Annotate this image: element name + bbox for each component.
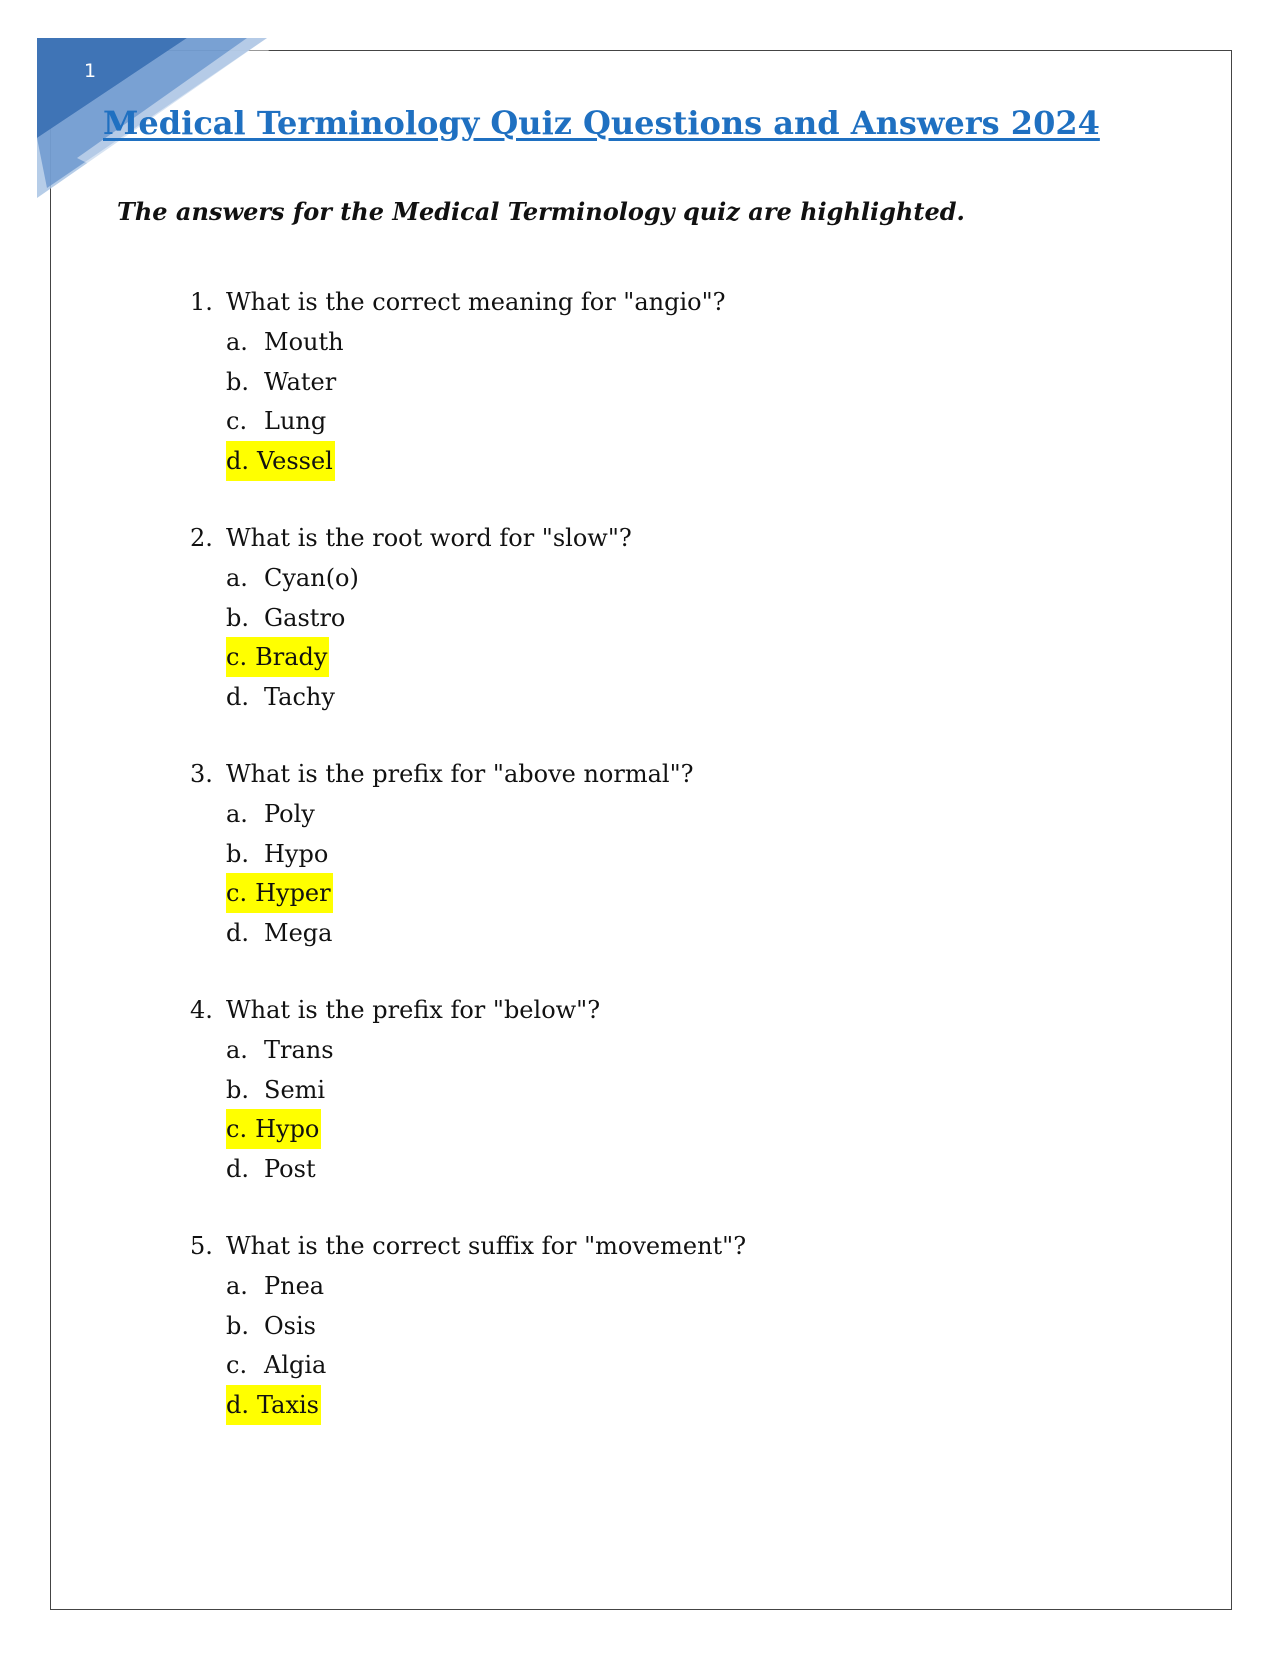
question-number: 3.: [190, 760, 213, 788]
option-letter: c.: [226, 407, 248, 435]
option-text: Mega: [264, 918, 333, 947]
option-text: Pnea: [264, 1272, 325, 1300]
quiz-question: [190, 990, 1090, 1188]
option-wrap: [226, 913, 332, 953]
option-letter: c.: [226, 1115, 248, 1143]
answer-option: [226, 677, 1090, 717]
option-text: Gastro: [264, 603, 346, 632]
option-text: Hypo: [255, 1115, 320, 1143]
quiz-question: [190, 518, 1090, 716]
quiz-question: [190, 1226, 1090, 1424]
question-text: What is the correct meaning for "angio"?: [226, 288, 726, 316]
option-text: Poly: [264, 800, 315, 828]
answer-option: [226, 558, 1090, 598]
answer-option: [226, 322, 1090, 362]
option-wrap: [226, 794, 315, 834]
answer-options: [226, 1030, 1090, 1188]
option-letter: b.: [226, 367, 249, 396]
option-text: Trans: [264, 1036, 334, 1064]
answer-option: [226, 834, 1090, 874]
option-wrap: [226, 1306, 316, 1346]
option-text: Hypo: [264, 839, 329, 868]
option-text: Vessel: [257, 446, 333, 475]
option-letter: a.: [226, 800, 248, 828]
option-wrap: [226, 401, 326, 441]
option-letter: d.: [226, 918, 249, 947]
question-line: [190, 754, 1090, 794]
document-title[interactable]: Medical Terminology Quiz Questions and Answers 2024: [103, 104, 1100, 142]
answer-option: [226, 1306, 1090, 1346]
answer-option: [226, 913, 1090, 953]
option-text: Post: [264, 1154, 316, 1183]
question-number: 4.: [190, 996, 213, 1024]
answer-option: [226, 401, 1090, 441]
option-text: Hyper: [255, 879, 331, 907]
option-wrap: [226, 1266, 324, 1306]
option-text: Mouth: [264, 328, 344, 356]
answer-options: [226, 1266, 1090, 1424]
answer-option-correct: [226, 873, 1090, 913]
option-text: Osis: [264, 1311, 316, 1340]
option-letter: a.: [226, 1036, 248, 1064]
option-text: Cyan(o): [264, 564, 359, 592]
question-number: 1.: [190, 288, 213, 316]
question-line: [190, 1226, 1090, 1266]
answer-option-correct: [226, 637, 1090, 677]
option-wrap: [226, 834, 328, 874]
option-text: Lung: [264, 407, 327, 435]
option-letter: d.: [226, 1390, 249, 1419]
answer-option-correct: [226, 1385, 1090, 1425]
answer-option: [226, 794, 1090, 834]
highlighted-answer: [226, 1385, 321, 1425]
option-wrap: [226, 1149, 316, 1189]
answer-option: [226, 1030, 1090, 1070]
option-text: Algia: [264, 1351, 327, 1379]
option-wrap: [226, 1030, 334, 1070]
option-letter: c.: [226, 1351, 248, 1379]
answer-options: [226, 322, 1090, 480]
question-text: What is the prefix for "below"?: [226, 996, 601, 1024]
option-wrap: [226, 558, 359, 598]
answer-options: [226, 794, 1090, 952]
question-line: [190, 990, 1090, 1030]
option-wrap: [226, 362, 336, 402]
quiz-list: [190, 282, 1090, 1462]
option-letter: a.: [226, 1272, 248, 1300]
answer-option: [226, 1345, 1090, 1385]
highlighted-answer: [226, 637, 329, 677]
option-text: Semi: [264, 1075, 326, 1104]
question-line: [190, 518, 1090, 558]
answer-option-correct: [226, 1109, 1090, 1149]
highlighted-answer: [226, 441, 335, 481]
page-number: 1: [84, 60, 97, 82]
question-text: What is the correct suffix for "movement"?: [226, 1232, 747, 1260]
answer-option: [226, 1266, 1090, 1306]
option-letter: c.: [226, 643, 248, 671]
answer-option-correct: [226, 441, 1090, 481]
document-subtitle: The answers for the Medical Terminology quiz are highlighted.: [117, 197, 965, 226]
question-text: What is the root word for "slow"?: [226, 524, 632, 552]
answer-options: [226, 558, 1090, 716]
answer-option: [226, 362, 1090, 402]
option-text: Brady: [255, 643, 328, 671]
option-text: Water: [264, 367, 337, 396]
highlighted-answer: [226, 1109, 321, 1149]
option-wrap: [226, 1070, 325, 1110]
option-wrap: [226, 322, 344, 362]
option-letter: b.: [226, 1075, 249, 1104]
option-letter: b.: [226, 603, 249, 632]
option-wrap: [226, 1345, 326, 1385]
highlighted-answer: [226, 873, 333, 913]
question-line: [190, 282, 1090, 322]
option-wrap: [226, 677, 335, 717]
option-wrap: [226, 598, 345, 638]
option-text: Taxis: [257, 1390, 319, 1419]
option-letter: a.: [226, 328, 248, 356]
option-letter: a.: [226, 564, 248, 592]
option-letter: b.: [226, 1311, 249, 1340]
answer-option: [226, 598, 1090, 638]
question-number: 5.: [190, 1232, 213, 1260]
question-text: What is the prefix for "above normal"?: [226, 760, 694, 788]
option-letter: d.: [226, 682, 249, 711]
answer-option: [226, 1070, 1090, 1110]
quiz-question: [190, 754, 1090, 952]
question-number: 2.: [190, 524, 213, 552]
option-letter: b.: [226, 839, 249, 868]
quiz-question: [190, 282, 1090, 480]
option-text: Tachy: [264, 682, 335, 711]
option-letter: c.: [226, 879, 248, 907]
option-letter: d.: [226, 446, 249, 475]
option-letter: d.: [226, 1154, 249, 1183]
answer-option: [226, 1149, 1090, 1189]
